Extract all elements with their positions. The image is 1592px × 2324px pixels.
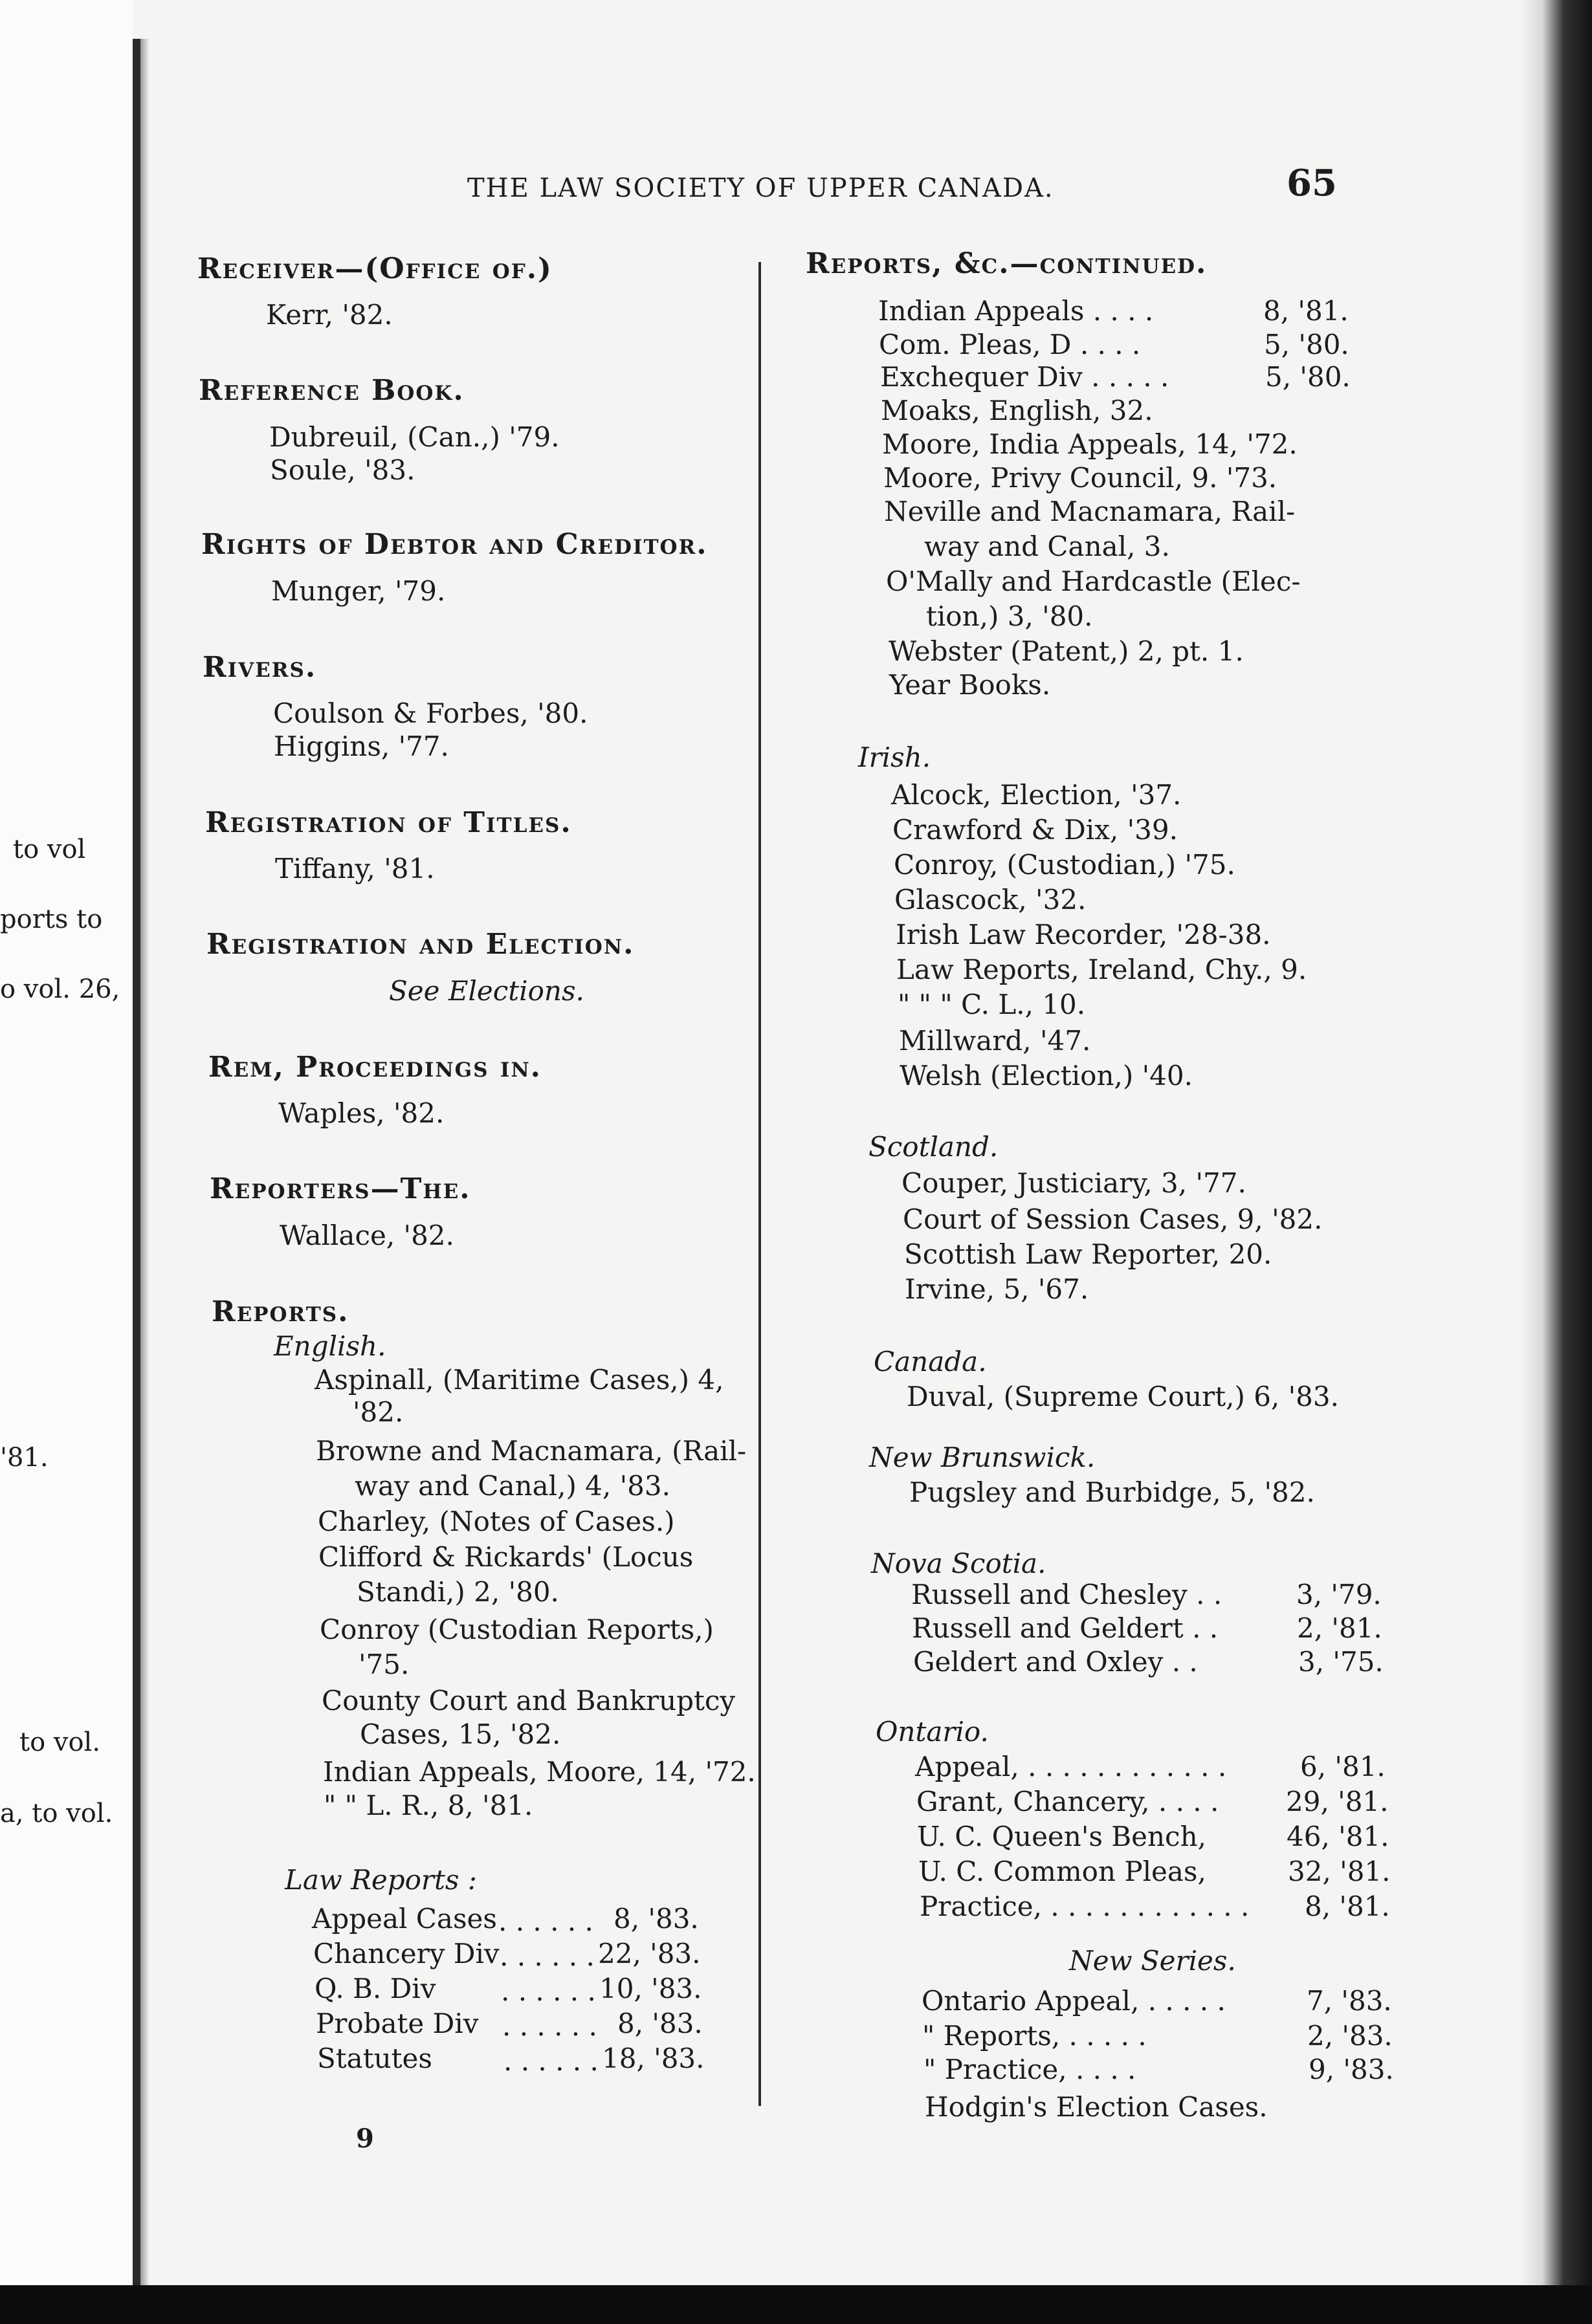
subsection-label: English. <box>274 1330 386 1362</box>
index-entry: Browne and Macnamara, (Rail- <box>316 1435 747 1467</box>
law-report-name: Appeal Cases <box>312 1903 497 1935</box>
index-entry: Law Reports, Ireland, Chy., 9. <box>896 954 1307 985</box>
index-entry: Alcock, Election, '37. <box>891 779 1182 811</box>
index-entry: way and Canal,) 4, '83. <box>355 1470 670 1502</box>
subsection-label: Law Reports : <box>285 1864 477 1896</box>
index-entry: Conroy, (Custodian,) '75. <box>894 849 1235 881</box>
subject-heading: Reports. <box>212 1295 349 1328</box>
index-entry: " Reports, . . . . . <box>922 2020 1147 2052</box>
volume-reference: 5, '80. <box>1264 329 1349 360</box>
index-entry: U. C. Queen's Bench, <box>917 1821 1206 1852</box>
index-entry: Clifford & Rickards' (Locus <box>318 1541 694 1573</box>
volume-reference: 9, '83. <box>1309 2054 1394 2085</box>
index-entry: Moore, Privy Council, 9. '73. <box>883 462 1277 494</box>
index-entry: Scottish Law Reporter, 20. <box>904 1238 1272 1270</box>
subject-heading: Reporters—The. <box>210 1172 471 1205</box>
facing-page-fragment: to vol. <box>19 1727 101 1757</box>
subject-heading: Rem, Proceedings in. <box>208 1051 542 1084</box>
index-entry: Geldert and Oxley . . <box>913 1646 1198 1678</box>
index-entry: Soule, '83. <box>270 454 415 486</box>
index-entry: Court of Session Cases, 9, '82. <box>903 1203 1323 1235</box>
volume-reference: 29, '81. <box>1286 1786 1389 1817</box>
law-report-volume: 8, '83. <box>614 1903 699 1935</box>
index-entry: way and Canal, 3. <box>924 531 1170 562</box>
index-entry: Irish Law Recorder, '28-38. <box>896 919 1271 950</box>
index-entry: Cases, 15, '82. <box>360 1718 561 1750</box>
leader-dots: . . . . . . <box>502 2010 597 2042</box>
index-entry: County Court and Bankruptcy <box>322 1685 736 1716</box>
page-number: 65 <box>1287 162 1337 204</box>
index-entry: Charley, (Notes of Cases.) <box>318 1506 675 1537</box>
facing-page-fragment: ports to <box>0 904 103 934</box>
volume-reference: 6, '81. <box>1300 1751 1386 1782</box>
volume-reference: 46, '81. <box>1287 1821 1389 1852</box>
volume-reference: 5, '80. <box>1265 361 1351 393</box>
law-report-volume: 10, '83. <box>599 1973 702 2004</box>
scan-bottom-border <box>0 2285 1592 2324</box>
volume-reference: 8, '81. <box>1305 1891 1390 1922</box>
law-report-volume: 18, '83. <box>602 2043 705 2074</box>
index-entry: Duval, (Supreme Court,) 6, '83. <box>907 1381 1339 1412</box>
index-entry: Ontario Appeal, . . . . . <box>922 1985 1226 2017</box>
volume-reference: 3, '79. <box>1296 1579 1382 1610</box>
index-entry: Dubreuil, (Can.,) '79. <box>269 421 560 453</box>
volume-reference: 3, '75. <box>1298 1646 1384 1678</box>
facing-page-fragment: '81. <box>0 1443 49 1473</box>
law-report-name: Statutes <box>317 2043 432 2074</box>
leader-dots: . . . . . . <box>501 1975 596 2007</box>
index-entry: " " " C. L., 10. <box>898 989 1086 1020</box>
book-gutter <box>133 39 140 2324</box>
index-entry: Moore, India Appeals, 14, '72. <box>882 428 1298 460</box>
volume-reference: 7, '83. <box>1307 1985 1392 2017</box>
index-entry: Year Books. <box>889 669 1051 701</box>
index-entry: Coulson & Forbes, '80. <box>273 697 588 729</box>
subsection-label: Nova Scotia. <box>871 1548 1046 1579</box>
index-entry: Welsh (Election,) '40. <box>900 1060 1193 1091</box>
index-entry: Irvine, 5, '67. <box>905 1273 1089 1305</box>
index-entry: Indian Appeals, Moore, 14, '72. <box>323 1756 756 1788</box>
subsection-label: Scotland. <box>868 1131 999 1163</box>
index-entry: " " L. R., 8, '81. <box>324 1790 533 1821</box>
law-report-name: Chancery Div <box>313 1938 500 1969</box>
index-entry: Munger, '79. <box>271 575 446 607</box>
index-entry: Neville and Macnamara, Rail- <box>884 496 1296 527</box>
index-entry: '75. <box>359 1649 410 1680</box>
index-entry: Exchequer Div . . . . . <box>880 361 1169 393</box>
volume-reference: 8, '81. <box>1263 295 1349 327</box>
index-entry: Grant, Chancery, . . . . <box>916 1786 1219 1817</box>
index-entry: Crawford & Dix, '39. <box>892 814 1178 846</box>
subject-heading: Registration and Election. <box>206 928 635 961</box>
index-entry: Appeal, . . . . . . . . . . . . <box>915 1751 1227 1782</box>
index-entry: Aspinall, (Maritime Cases,) 4, <box>315 1364 724 1396</box>
volume-reference: 2, '83. <box>1307 2020 1393 2052</box>
facing-page-edge <box>0 0 133 2324</box>
facing-page-fragment: o vol. 26, <box>0 974 120 1004</box>
index-entry: Indian Appeals . . . . <box>878 295 1154 327</box>
law-report-volume: 8, '83. <box>617 2008 703 2039</box>
signature-mark: 9 <box>356 2123 374 2154</box>
index-entry: See Elections. <box>389 975 584 1007</box>
index-entry: Millward, '47. <box>899 1025 1091 1057</box>
index-entry: O'Mally and Hardcastle (Elec- <box>886 565 1301 597</box>
column-rule <box>758 262 761 2106</box>
index-entry: Practice, . . . . . . . . . . . . <box>920 1891 1250 1922</box>
law-report-name: Q. B. Div <box>315 1973 436 2004</box>
index-entry: U. C. Common Pleas, <box>918 1856 1206 1887</box>
index-entry: Russell and Chesley . . <box>911 1579 1222 1610</box>
index-entry: Hodgin's Election Cases. <box>925 2091 1268 2123</box>
index-entry: Kerr, '82. <box>266 299 393 331</box>
continued-heading: Reports, &c.—continued. <box>806 247 1208 280</box>
page-right-edge <box>1521 0 1592 2324</box>
index-entry: " Practice, . . . . <box>923 2054 1136 2085</box>
law-report-name: Probate Div <box>316 2008 479 2039</box>
index-entry: Webster (Patent,) 2, pt. 1. <box>889 635 1244 667</box>
index-entry: Higgins, '77. <box>274 730 449 762</box>
index-entry: Waples, '82. <box>278 1097 445 1129</box>
index-entry: Wallace, '82. <box>280 1220 454 1251</box>
index-entry: Pugsley and Burbidge, 5, '82. <box>909 1476 1315 1508</box>
subsection-label: New Brunswick. <box>869 1442 1096 1473</box>
subject-heading: Rights of Debtor and Creditor. <box>201 528 708 561</box>
gutter-shadow <box>140 39 149 2324</box>
subject-heading: Reference Book. <box>199 374 465 407</box>
subject-heading: Rivers. <box>203 651 317 684</box>
subsection-label: Canada. <box>874 1346 987 1377</box>
running-head: THE LAW SOCIETY OF UPPER CANADA. <box>467 173 1054 203</box>
leader-dots: . . . . . . <box>498 1905 593 1937</box>
index-entry: Moaks, English, 32. <box>881 395 1153 426</box>
index-entry: Couper, Justiciary, 3, '77. <box>901 1167 1246 1199</box>
subsection-label: Ontario. <box>876 1716 989 1748</box>
leader-dots: . . . . . . <box>500 1940 595 1972</box>
subject-heading: Receiver—(Office of.) <box>197 252 553 285</box>
index-entry: Tiffany, '81. <box>275 853 435 884</box>
index-entry: tion,) 3, '80. <box>926 600 1093 632</box>
law-report-volume: 22, '83. <box>598 1938 701 1969</box>
facing-page-fragment: a, to vol. <box>0 1799 113 1828</box>
index-entry: Conroy (Custodian Reports,) <box>320 1614 714 1645</box>
subsection-label: Irish. <box>858 741 931 773</box>
index-entry: Com. Pleas, D . . . . <box>879 329 1141 360</box>
index-entry: Russell and Geldert . . <box>912 1612 1219 1644</box>
index-entry: Standi,) 2, '80. <box>357 1576 559 1608</box>
index-entry: Glascock, '32. <box>894 884 1087 915</box>
volume-reference: 32, '81. <box>1288 1856 1391 1887</box>
volume-reference: 2, '81. <box>1297 1612 1382 1644</box>
facing-page-fragment: to vol <box>13 835 86 864</box>
leader-dots: . . . . . . <box>503 2045 599 2077</box>
subject-heading: Registration of Titles. <box>205 806 572 839</box>
subsection-label: New Series. <box>1069 1945 1236 1977</box>
index-entry: '82. <box>353 1396 404 1428</box>
